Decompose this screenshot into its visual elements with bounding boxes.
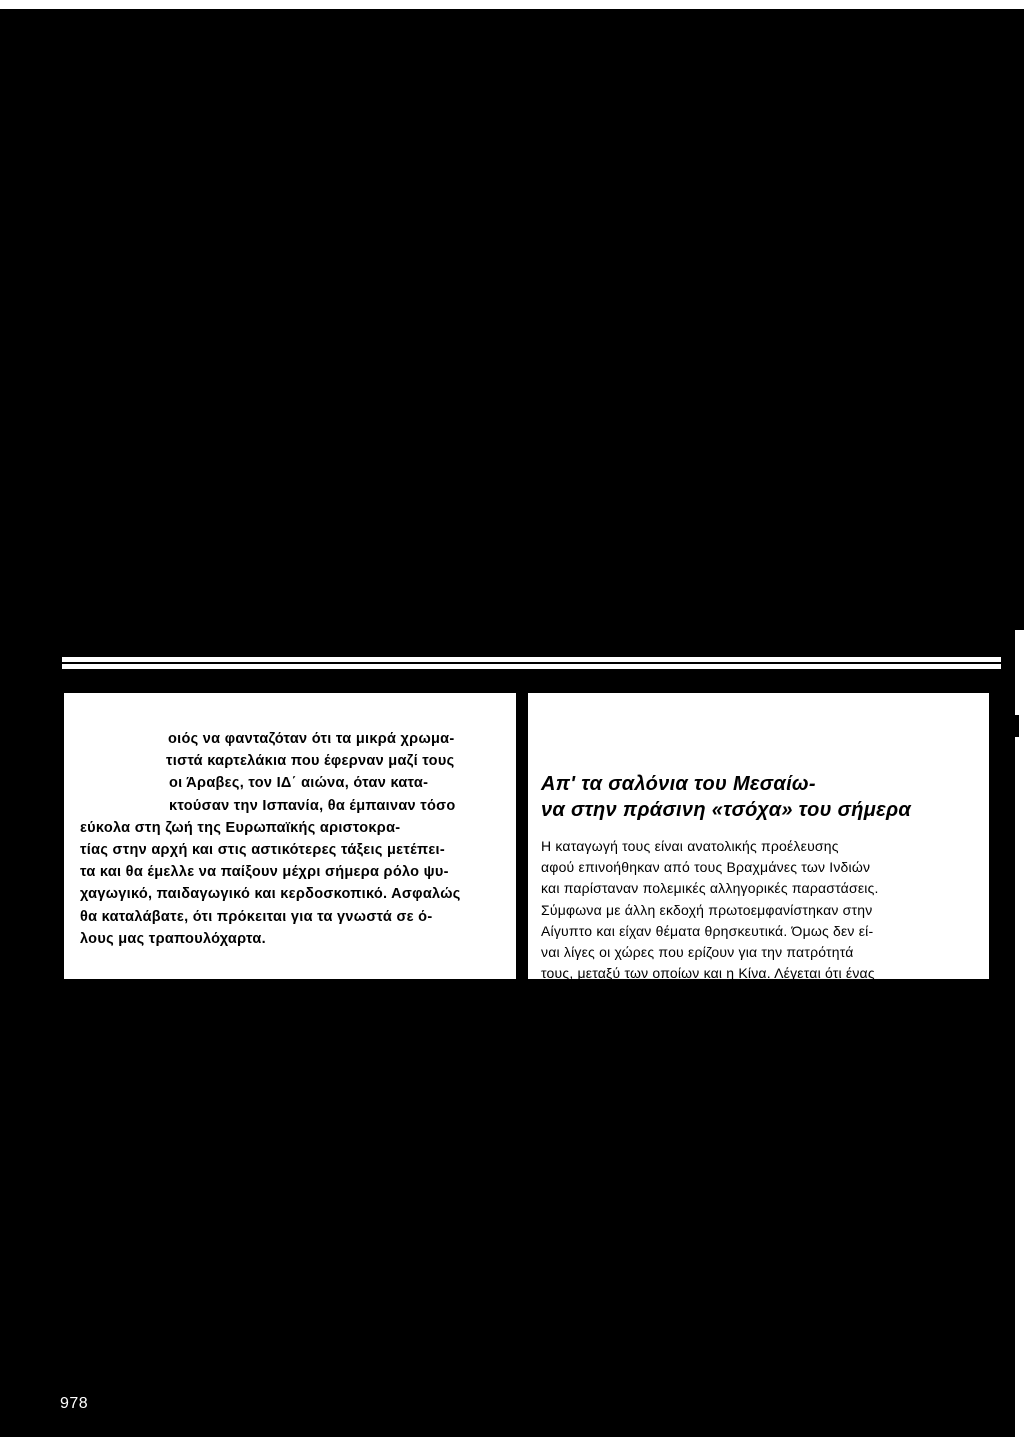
intro-line: κτούσαν την Ισπανία, θα έμπαιναν τόσο xyxy=(169,797,456,814)
heading-line: να στην πράσινη «τσόχα» του σήμερα xyxy=(541,799,912,821)
intro-line: λους μας τραπουλόχαρτα. xyxy=(80,930,266,947)
body-paragraph xyxy=(541,836,983,1006)
body-line: τους, μεταξύ των οποίων και η Κίνα. Λέγεται ότι ένας xyxy=(541,965,875,982)
intro-paragraph xyxy=(80,728,512,950)
intro-line: θα καταλάβατε, ότι πρόκειται για τα γνωστά σε ό- xyxy=(80,908,433,925)
body-line: αφού επινοήθηκαν από τους Βραχμάνες των Ινδιών xyxy=(541,859,871,876)
right-paper-strip xyxy=(1015,630,1024,1437)
intro-line: οι Άραβες, τον ΙΔ΄ αιώνα, όταν κατα- xyxy=(169,775,429,792)
heading-line: Απ' τα σαλόνια του Μεσαίω- xyxy=(541,773,816,795)
right-strip-notch xyxy=(1015,715,1019,737)
intro-line: τίας στην αρχή και στις αστικότερες τάξεις μετέπει- xyxy=(80,842,445,859)
section-heading xyxy=(541,771,981,823)
body-line: και παρίσταναν πολεμικές αλληγορικές παραστάσεις. xyxy=(541,880,879,897)
page-divider-line xyxy=(62,662,1001,664)
body-line: Σύμφωνα με άλλη εκδοχή πρωτοεμφανίστηκαν στην xyxy=(541,901,873,918)
body-line: Η καταγωγή τους είναι ανατολικής προέλευσης xyxy=(541,838,839,854)
intro-line: εύκολα στη ζωή της Ευρωπαϊκής αριστοκρα- xyxy=(80,819,401,836)
intro-line: τα και θα έμελλε να παίξουν μέχρι σήμερα ρόλο ψυ- xyxy=(80,864,449,881)
intro-line: τιστά καρτελάκια που έφερναν μαζί τους xyxy=(166,753,455,770)
intro-line: χαγωγικό, παιδαγωγικό και κερδοσκοπικό. Ασφαλώς xyxy=(80,886,461,903)
body-line: Κινέζος ηγεμόνας, γύρω στα 1100 είχε επινοήσει τα xyxy=(541,986,868,1003)
intro-line: οιός να φανταζόταν ότι τα μικρά χρωμα- xyxy=(168,731,455,747)
body-line: ναι λίγες οι χώρες που ερίζουν για την πατρότητά xyxy=(541,944,854,961)
top-paper-strip xyxy=(0,0,1024,9)
page-number: 978 xyxy=(60,1395,89,1412)
body-line: Αίγυπτο και είχαν θέματα θρησκευτικά. Όμως δεν εί- xyxy=(541,922,874,939)
